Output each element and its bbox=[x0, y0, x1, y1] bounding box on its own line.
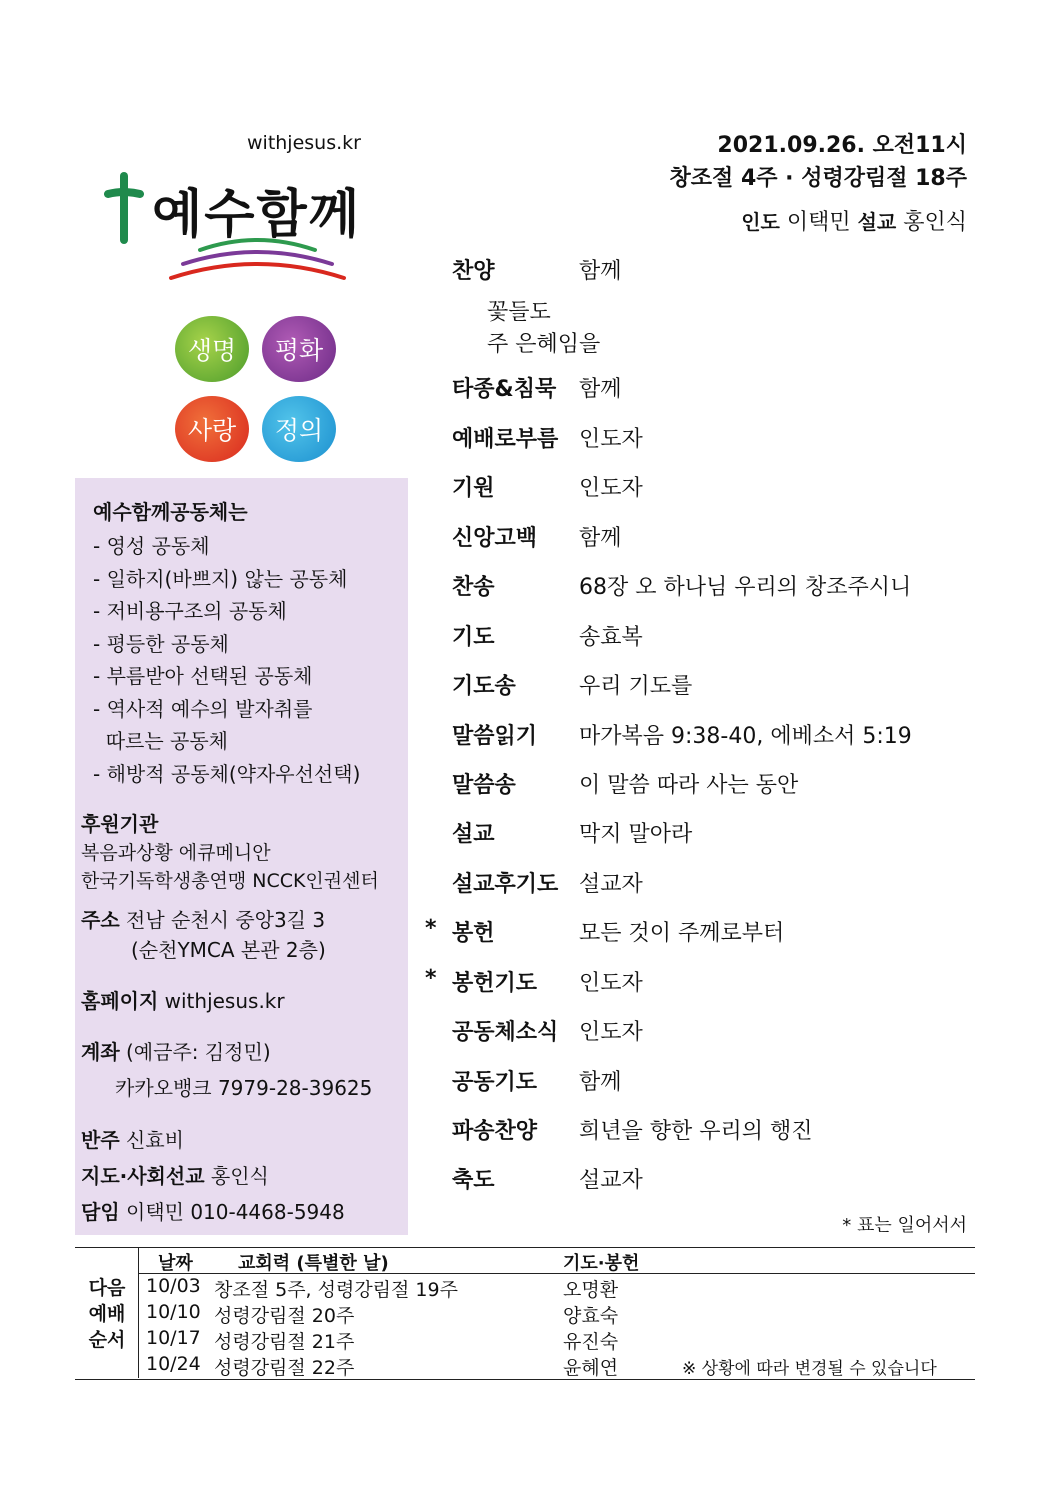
value-peace: 평화 bbox=[262, 316, 336, 382]
row-date: 10/10 bbox=[146, 1301, 201, 1323]
order-item-detail: 함께 bbox=[579, 259, 622, 284]
rainbow-arcs-icon bbox=[165, 236, 350, 290]
col-header-date: 날짜 bbox=[158, 1253, 193, 1274]
address-label: 주소 bbox=[81, 908, 120, 932]
order-item-detail: 인도자 bbox=[579, 1020, 643, 1045]
order-item-title: 축도 bbox=[452, 1168, 495, 1193]
accompanist bbox=[81, 1124, 184, 1153]
order-item-title: 봉헌기도 bbox=[452, 971, 538, 996]
value-life: 생명 bbox=[175, 316, 249, 382]
table-divider bbox=[138, 1247, 139, 1378]
order-item-detail: 희년을 향한 우리의 행진 bbox=[579, 1119, 813, 1144]
account-label: 계좌 bbox=[81, 1040, 120, 1064]
order-item-title: 말씀읽기 bbox=[452, 724, 538, 749]
order-item-title: 공동체소식 bbox=[452, 1020, 559, 1045]
order-item-title: 예배로부름 bbox=[452, 427, 559, 452]
row-date: 10/24 bbox=[146, 1353, 201, 1375]
list-item: - 부름받아 선택된 공동체 bbox=[93, 664, 313, 688]
site-url: withjesus.kr bbox=[247, 132, 361, 154]
sponsor-line-1: 복음과상황 에큐메니안 bbox=[81, 842, 271, 864]
row-prayer: 윤혜연 bbox=[563, 1357, 619, 1379]
order-item-detail: 인도자 bbox=[579, 476, 643, 501]
guidance bbox=[81, 1160, 269, 1189]
praise-song-2: 주 은혜임을 bbox=[487, 332, 601, 357]
cross-icon bbox=[104, 172, 144, 244]
order-item-detail: 68장 오 하나님 우리의 창조주시니 bbox=[579, 575, 912, 600]
pastor bbox=[81, 1196, 345, 1225]
order-item-detail: 인도자 bbox=[579, 427, 643, 452]
homepage-label: 홈페이지 bbox=[81, 989, 159, 1013]
account bbox=[81, 1036, 271, 1065]
order-item-title: 기원 bbox=[452, 476, 495, 501]
sponsor-label: 후원기관 bbox=[81, 812, 159, 836]
row-event: 성령강림절 22주 bbox=[214, 1357, 355, 1379]
order-item-detail: 함께 bbox=[579, 377, 622, 402]
row-date: 10/17 bbox=[146, 1327, 201, 1349]
change-notice: ※ 상황에 따라 변경될 수 있습니다 bbox=[682, 1359, 937, 1379]
accompanist-label: 반주 bbox=[81, 1128, 120, 1152]
row-event: 성령강림절 20주 bbox=[214, 1305, 355, 1327]
list-item: - 영성 공동체 bbox=[93, 534, 210, 558]
account-holder: (예금주: 김정민) bbox=[126, 1040, 271, 1064]
side-label-line: 예배 bbox=[88, 1303, 126, 1325]
address-line-2: (순천YMCA 본관 2층) bbox=[131, 938, 326, 962]
order-item-title: 타종&침묵 bbox=[452, 377, 557, 402]
community-list bbox=[93, 530, 360, 790]
order-item-title: 공동기도 bbox=[452, 1070, 538, 1095]
order-item-detail: 마가복음 9:38-40, 에베소서 5:19 bbox=[579, 724, 912, 749]
side-label-line: 순서 bbox=[88, 1329, 126, 1351]
row-event: 창조절 5주, 성령강림절 19주 bbox=[214, 1279, 458, 1301]
order-item-detail: 송효복 bbox=[579, 625, 643, 650]
order-item-detail: 함께 bbox=[579, 526, 622, 551]
order-item-title: 기도 bbox=[452, 625, 495, 650]
logo-text: 예수함께 bbox=[152, 185, 361, 245]
service-leaders bbox=[741, 205, 967, 236]
order-item-title: 봉헌 bbox=[452, 921, 495, 946]
address bbox=[81, 904, 325, 933]
order-item-title: 파송찬양 bbox=[452, 1119, 538, 1144]
order-item-title: 설교 bbox=[452, 822, 495, 847]
row-date: 10/03 bbox=[146, 1275, 201, 1297]
community-title bbox=[93, 496, 248, 525]
sermon-name: 홍인식 bbox=[903, 210, 967, 235]
row-prayer: 오명환 bbox=[563, 1279, 619, 1301]
order-item-title: 설교후기도 bbox=[452, 872, 559, 897]
homepage bbox=[81, 985, 285, 1014]
row-prayer: 유진숙 bbox=[563, 1331, 619, 1353]
order-item-detail: 우리 기도를 bbox=[579, 674, 693, 699]
standing-note: * 표는 일어서서 bbox=[842, 1215, 967, 1236]
value-justice: 정의 bbox=[262, 396, 336, 462]
homepage-url: withjesus.kr bbox=[164, 989, 285, 1013]
row-event: 성령강림절 21주 bbox=[214, 1331, 355, 1353]
order-item-detail: 모든 것이 주께로부터 bbox=[579, 921, 785, 946]
list-item: - 일하지(바쁘지) 않는 공동체 bbox=[93, 566, 348, 591]
order-item-title: 찬송 bbox=[452, 575, 495, 600]
order-item-title: 기도송 bbox=[452, 674, 516, 699]
order-item-detail: 인도자 bbox=[579, 971, 643, 996]
address-line-1: 전남 순천시 중앙3길 3 bbox=[126, 908, 326, 932]
col-header-prayer: 기도·봉헌 bbox=[563, 1253, 640, 1274]
pastor-label: 담임 bbox=[81, 1200, 120, 1224]
order-item-detail: 함께 bbox=[579, 1070, 622, 1095]
service-date: 2021.09.26. 오전11시 bbox=[717, 133, 967, 158]
side-label-line: 다음 bbox=[88, 1277, 126, 1299]
sponsor-line-2: 한국기독학생총연맹 NCCK인권센터 bbox=[81, 870, 379, 892]
order-item-detail: 설교자 bbox=[579, 872, 643, 897]
schedule-side-label bbox=[86, 1275, 128, 1353]
order-item-detail: 막지 말아라 bbox=[579, 822, 693, 847]
list-item: - 해방적 공동체(약자우선선택) bbox=[93, 761, 361, 786]
sermon-label: 설교 bbox=[857, 210, 897, 234]
liturgical-season: 창조절 4주 · 성령강림절 18주 bbox=[669, 166, 967, 191]
standing-mark: * bbox=[425, 966, 437, 991]
pastor-info: 이택민 010-4468-5948 bbox=[126, 1200, 345, 1224]
col-header-calendar: 교회력 (특별한 날) bbox=[238, 1253, 389, 1274]
order-item-detail: 설교자 bbox=[579, 1168, 643, 1193]
standing-mark: * bbox=[425, 916, 437, 941]
lead-label: 인도 bbox=[741, 210, 780, 234]
row-prayer: 양효숙 bbox=[563, 1305, 619, 1327]
list-item: - 평등한 공동체 bbox=[93, 631, 229, 656]
guidance-label: 지도·사회선교 bbox=[81, 1164, 205, 1188]
list-item: 따르는 공동체 bbox=[93, 729, 228, 753]
community-title-text: 예수함께공동체는 bbox=[93, 500, 248, 524]
order-item-detail: 이 말씀 따라 사는 동안 bbox=[579, 773, 799, 798]
order-item-title: 신앙고백 bbox=[452, 526, 538, 551]
order-item-title: 말씀송 bbox=[452, 773, 516, 798]
lead-name: 이택민 bbox=[786, 210, 851, 235]
account-number: 카카오뱅크 7979-28-39625 bbox=[115, 1076, 373, 1100]
list-item: - 저비용구조의 공동체 bbox=[93, 599, 287, 623]
praise-song-1: 꽃들도 bbox=[487, 300, 551, 325]
list-item: - 역사적 예수의 발자취를 bbox=[93, 696, 313, 721]
accompanist-name: 신효비 bbox=[126, 1128, 184, 1152]
value-love: 사랑 bbox=[175, 396, 249, 462]
guidance-name: 홍인식 bbox=[210, 1164, 269, 1188]
order-item-title: 찬양 bbox=[452, 259, 495, 284]
